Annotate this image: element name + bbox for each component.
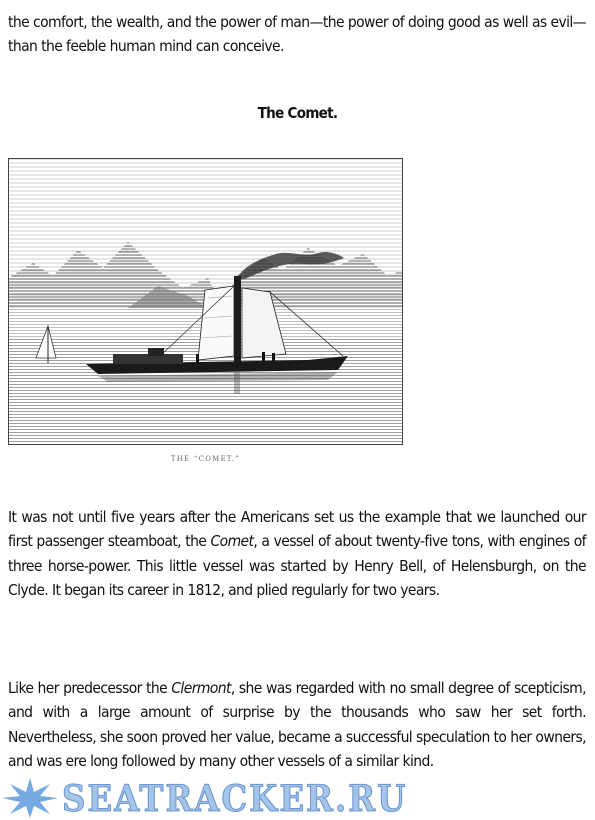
figure-caption: THE “COMET.”	[170, 454, 241, 463]
paragraph-comet-emphasis: Comet	[210, 532, 254, 551]
watermark	[0, 778, 595, 818]
comet-steamboat-engraving	[8, 158, 403, 445]
paragraph-comet-text-1: It was not until five years after the Americans set us the example that we launched our first passenger steamboat, the	[8, 508, 586, 551]
paragraph-clermont-emphasis: Clermont	[171, 679, 231, 697]
paragraph-comet-text-2: , a vessel of about twenty-five tons, with engines of three horse-power. This little vessel was started by Henry Bell, of Helensburgh, on the Clyde. It began its career in 1812, and plied regularly for two years.	[8, 532, 586, 599]
paragraph-comet	[8, 505, 586, 602]
paragraph-clermont-text-2: , she was regarded with no small degree of scepticism, and with a large amount of surprise by the thousands who saw her set forth. Nevertheless, she soon proved her value, became a successful speculation to her owners, and was ere long followed by many other vessels of a similar kind.	[8, 679, 586, 770]
star-burst-icon	[0, 778, 60, 818]
paragraph-clermont	[8, 676, 586, 773]
paragraph-clermont-text-1: Like her predecessor the	[8, 679, 172, 697]
intro-paragraph: the comfort, the wealth, and the power of man—the power of doing good as well as evil—than the feeble human mind can conceive.	[8, 13, 586, 55]
watermark-text: SEATRACKER.RU	[62, 778, 408, 820]
section-heading: The Comet.	[257, 104, 338, 122]
